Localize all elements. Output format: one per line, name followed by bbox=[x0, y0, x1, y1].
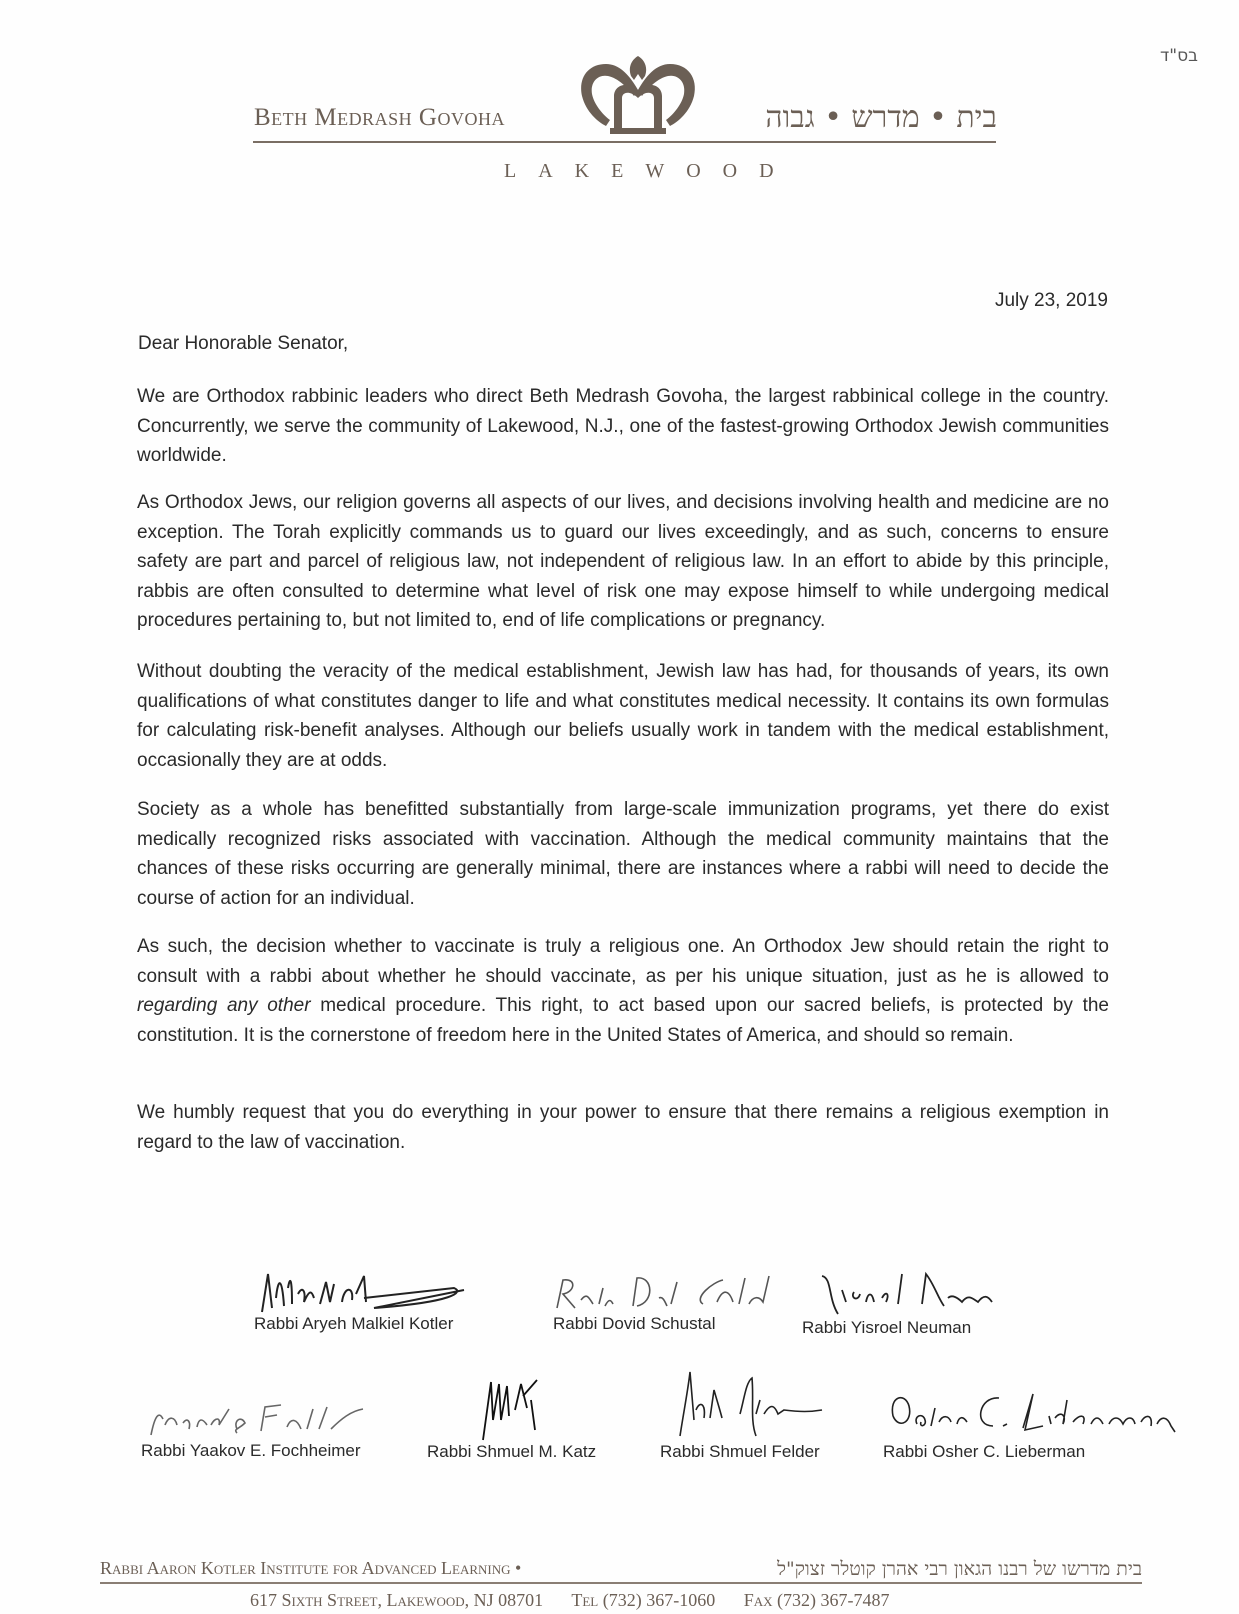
italic-emphasis: regarding any other bbox=[137, 995, 311, 1016]
institution-name-hebrew: בית • מדרש • גבוה bbox=[765, 100, 997, 135]
city-name: LAKEWOOD bbox=[504, 160, 796, 182]
paragraph-text: medical procedure. This right, to act based upon our sacred beliefs, is protected by the constitution. It is the cornerstone of freedom here in the United States of America, and should so remain. bbox=[137, 995, 1109, 1046]
signatory-name: Rabbi Shmuel Felder bbox=[660, 1442, 820, 1461]
handwritten-signature-icon bbox=[553, 1268, 783, 1314]
footer-institute bbox=[100, 1558, 1142, 1581]
handwritten-signature-icon bbox=[660, 1370, 860, 1442]
salutation: Dear Honorable Senator, bbox=[138, 333, 349, 354]
signatory-name: Rabbi Yisroel Neuman bbox=[802, 1318, 972, 1337]
letter-date: July 23, 2019 bbox=[994, 290, 1108, 311]
handwritten-signature-icon bbox=[427, 1370, 587, 1442]
body-paragraph: We humbly request that you do everything in your power to ensure that there remains a religious exemption in regard to the law of vaccination. bbox=[137, 1102, 1109, 1153]
signature-block bbox=[802, 1268, 1002, 1338]
handwritten-signature-icon bbox=[802, 1268, 1002, 1318]
body-paragraph: As Orthodox Jews, our religion governs all aspects of our lives, and decisions involving health and medicine are no exception. The Torah explicitly commands us to guard our lives exceedingly, and as such, concerns to ensure safety are part and parcel of religious law, not independent of religious law. In an effort to abide by this principle, rabbis are often consulted to determine what level of risk one may expose himself to while undergoing medical procedures pertaining to, but not limited to, end of life complications or pregnancy. bbox=[137, 492, 1109, 631]
signatory-name: Rabbi Osher C. Lieberman bbox=[883, 1442, 1086, 1461]
signature-block bbox=[141, 1395, 381, 1461]
crown-arch-logo-icon bbox=[576, 56, 700, 134]
signatory-name: Rabbi Dovid Schustal bbox=[553, 1314, 716, 1333]
paragraph-text: As such, the decision whether to vaccinate is truly a religious one. An Orthodox Jew should retain the right to consult with a rabbi about whether he should vaccinate, as per his unique situation, just as he is allowed to bbox=[137, 936, 1109, 987]
footer-contact bbox=[250, 1590, 913, 1611]
signature-block bbox=[660, 1370, 860, 1462]
signatory-name: Rabbi Aryeh Malkiel Kotler bbox=[254, 1314, 454, 1333]
footer-institute-hebrew: בית מדרשו של רבנו הגאון רבי אהרן קוטלר זצוק"ל bbox=[777, 1558, 1142, 1580]
handwritten-signature-icon bbox=[254, 1268, 484, 1314]
signature-block bbox=[553, 1268, 783, 1334]
handwritten-signature-icon bbox=[141, 1395, 381, 1441]
footer-address: 617 Sixth Street, Lakewood, NJ 08701 bbox=[250, 1590, 544, 1610]
footer-divider bbox=[100, 1582, 1142, 1584]
signature-block bbox=[427, 1370, 596, 1462]
signature-block bbox=[883, 1386, 1183, 1462]
body-paragraph: Society as a whole has benefitted substantially from large-scale immunization programs, yet there do exist medically recognized risks associated with vaccination. Although the medical community maintains that the chances of these risks occurring are generally minimal, there are instances where a rabbi will need to decide the course of action for an individual. bbox=[137, 799, 1109, 909]
body-paragraph: We are Orthodox rabbinic leaders who direct Beth Medrash Govoha, the largest rabbinical college in the country. Concurrently, we serve the community of Lakewood, N.J., one of the fastest-growing Orthodox Jewish communities worldwide. bbox=[137, 386, 1109, 466]
body-paragraph bbox=[137, 932, 1109, 1050]
signatory-name: Rabbi Shmuel M. Katz bbox=[427, 1442, 597, 1461]
footer-fax: Fax (732) 367-7487 bbox=[743, 1590, 890, 1610]
signatory-name: Rabbi Yaakov E. Fochheimer bbox=[141, 1441, 361, 1460]
footer-institute-english: Rabbi Aaron Kotler Institute for Advanced Learning • bbox=[100, 1558, 522, 1578]
signature-block bbox=[254, 1268, 484, 1334]
institution-name-english: Beth Medrash Govoha bbox=[254, 104, 505, 131]
body-paragraph: Without doubting the veracity of the medical establishment, Jewish law has had, for thousands of years, its own qualifications of what constitutes danger to life and what constitutes medical necessity. It contains its own formulas for calculating risk-benefit analyses. Although our beliefs usually work in tandem with the medical establishment, occasionally they are at odds. bbox=[137, 661, 1109, 771]
handwritten-signature-icon bbox=[883, 1386, 1183, 1442]
bsd-blessing: בס"ד bbox=[1160, 46, 1198, 66]
header-divider bbox=[253, 141, 996, 143]
footer-phone: Tel (732) 367-1060 bbox=[571, 1590, 716, 1610]
